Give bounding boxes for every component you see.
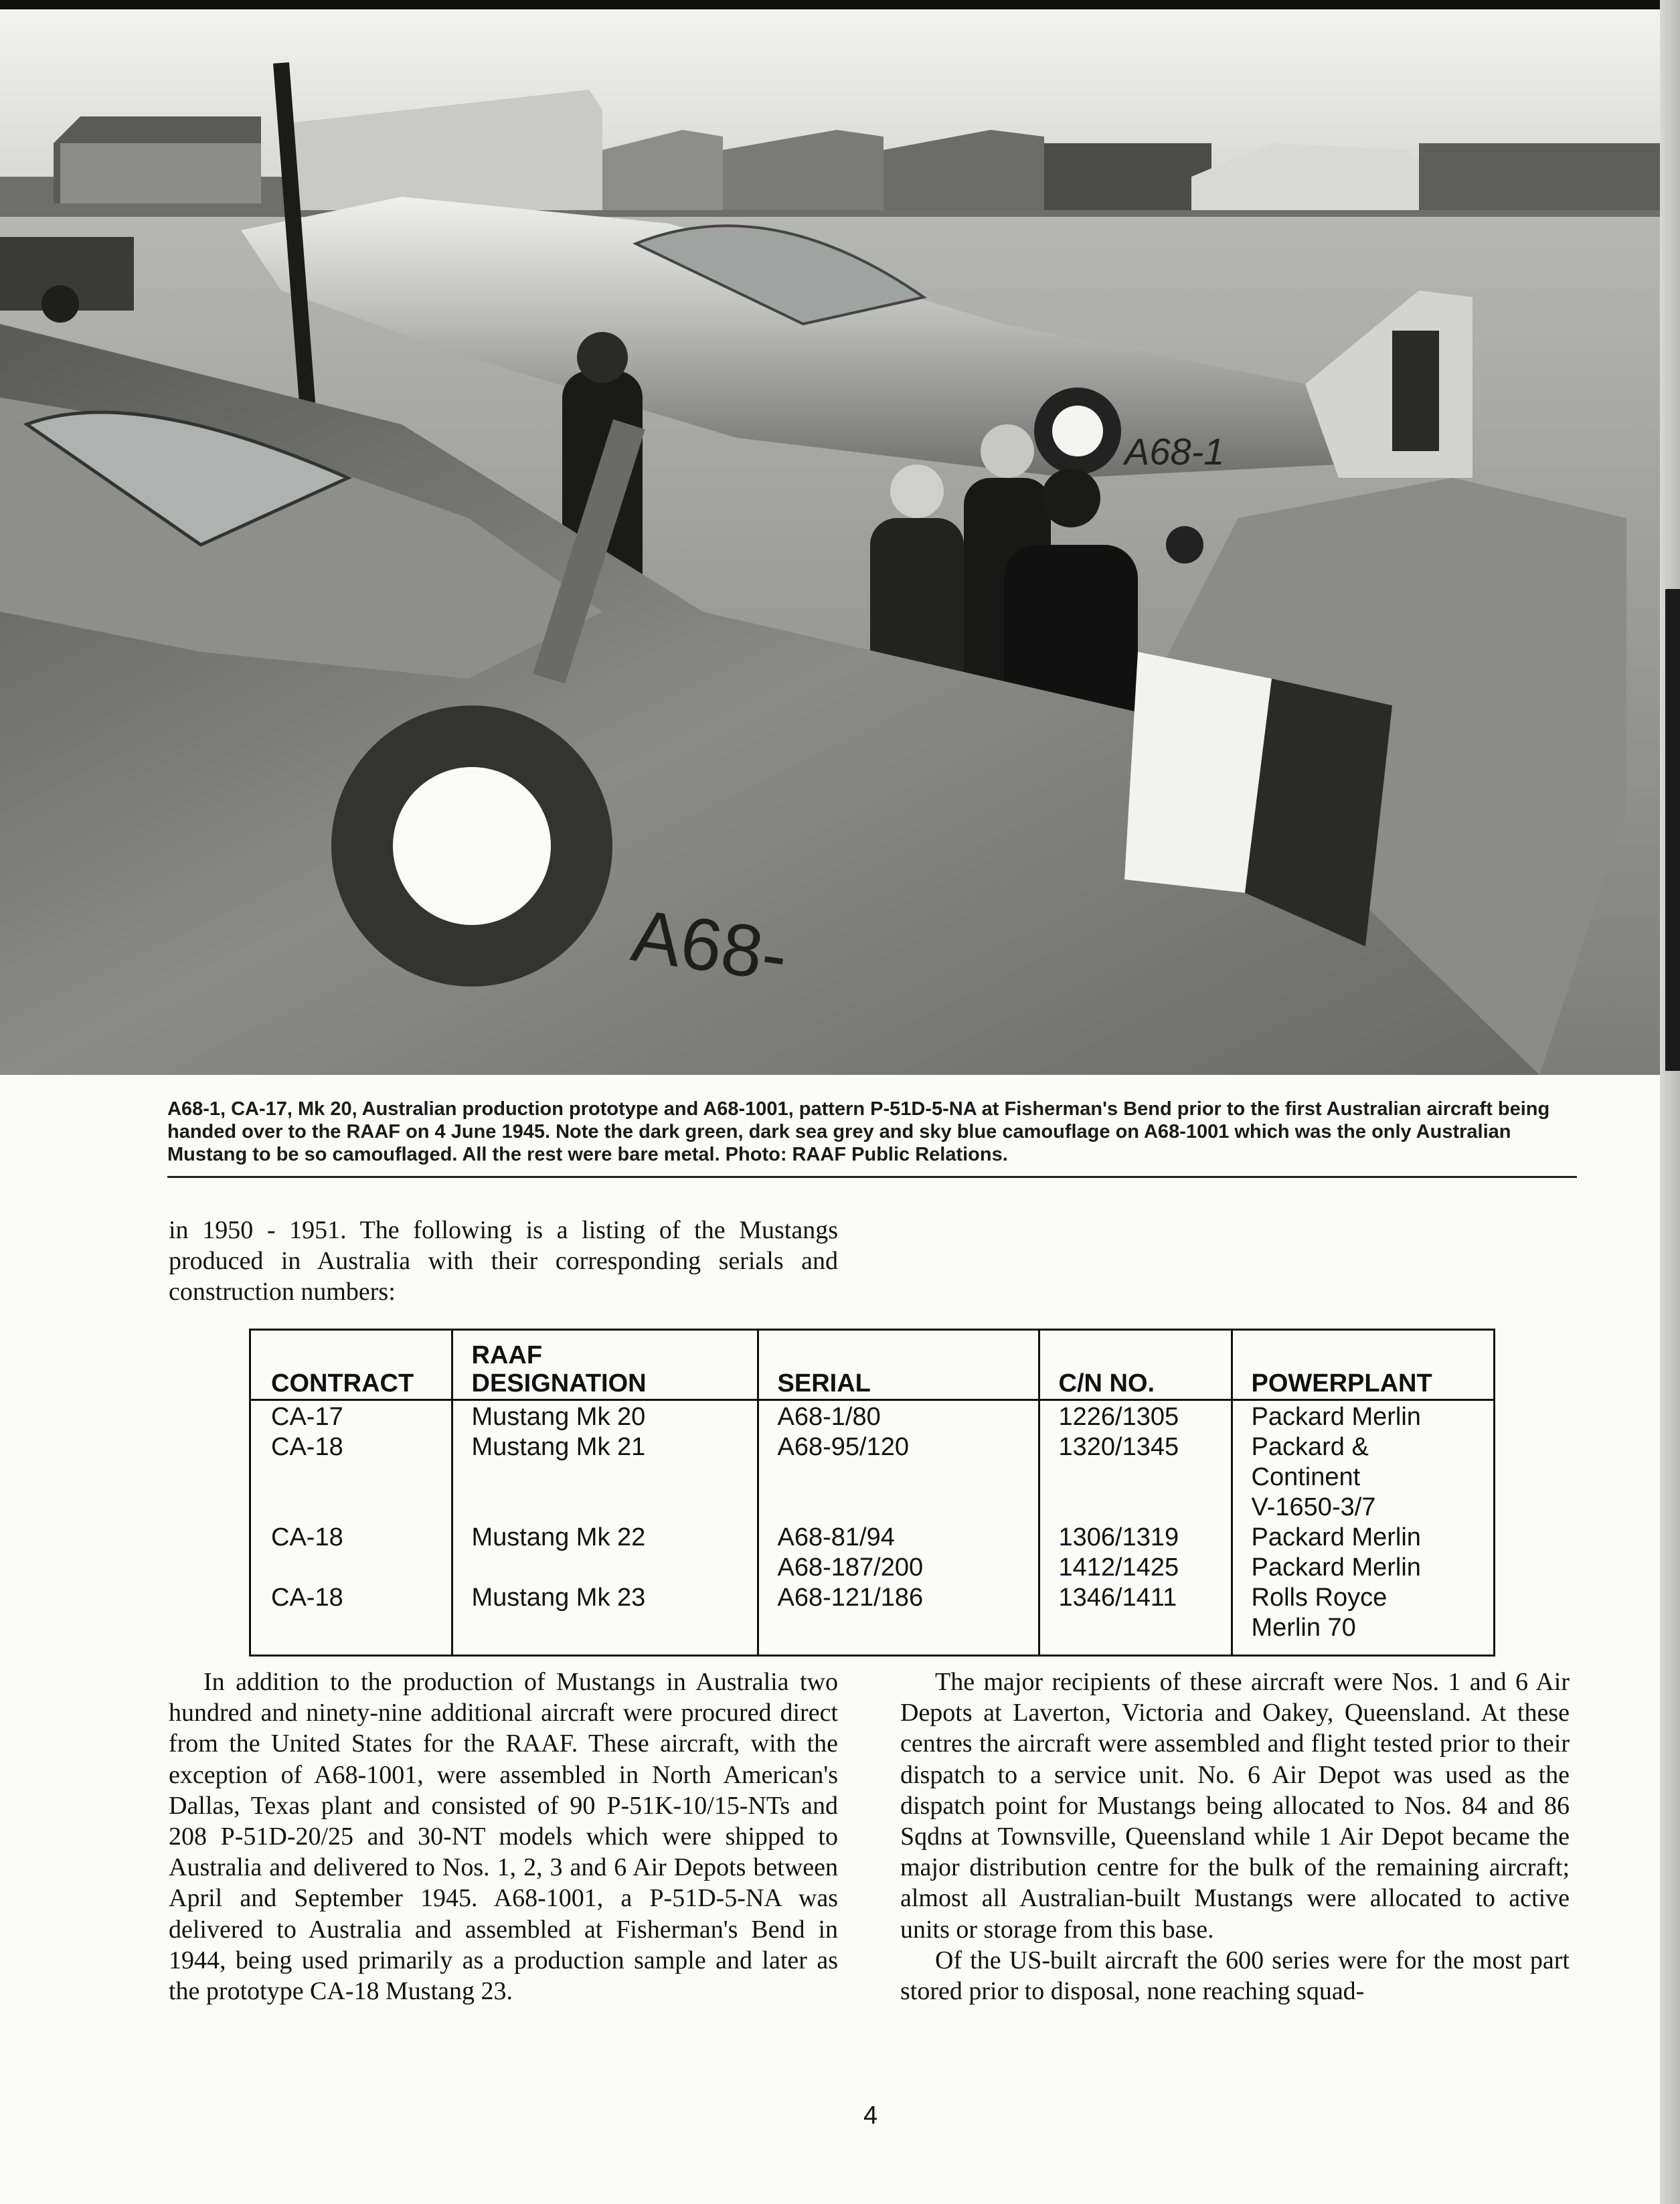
right-column — [900, 1667, 1570, 2007]
serial-column — [758, 1400, 1039, 1655]
page-edge — [1660, 0, 1680, 2204]
table-cell: Mustang Mk 23 — [471, 1584, 646, 1612]
table-cell: A68-1/80 — [777, 1403, 881, 1431]
powerplant-column — [1232, 1400, 1493, 1655]
header-serial: SERIAL — [758, 1331, 1039, 1400]
page-number: 4 — [863, 2102, 878, 2130]
table-cell: A68-95/120 — [777, 1433, 909, 1461]
table-cell: CA-18 — [271, 1523, 343, 1551]
far-fuselage-marking: A68-1 — [1124, 430, 1225, 473]
aircraft-photo — [0, 9, 1660, 1075]
table-cell: Rolls Royce — [1251, 1584, 1388, 1612]
table-cell: Packard Merlin — [1251, 1403, 1421, 1431]
table-cell: V-1650-3/7 — [1251, 1493, 1376, 1521]
left-column — [169, 1667, 838, 2007]
body-paragraph: The major recipients of these aircraft were Nos. 1 and 6 Air Depots at Laverton, Victoria and Oakey, Queensland. At these centres the aircraft were assembled and flight tested prior to their dispatch to a service unit. No. 6 Air Depot was used as the dispatch point for Mustangs being allocated to Nos. 84 and 86 Sqdns at Townsville, Queensland while 1 Air Depot became the major distribution centre for the bulk of the remaining aircraft; almost all Australian-built Mustangs were allocated to active units or storage from this base. — [900, 1668, 1570, 1944]
designation-column — [452, 1400, 758, 1655]
table-cell: Continent — [1251, 1463, 1361, 1491]
contract-column — [251, 1400, 452, 1655]
header-powerplant: POWERPLANT — [1232, 1331, 1493, 1400]
mustang-production-table — [249, 1329, 1495, 1657]
body-paragraph: Of the US-built aircraft the 600 series were for the most part stored prior to disposal, none reaching squad- — [900, 1946, 1570, 2006]
table-cell: CA-18 — [271, 1433, 343, 1461]
top-rule — [0, 0, 1680, 9]
table-cell: 1320/1345 — [1058, 1433, 1179, 1461]
table-cell: Packard & — [1251, 1433, 1369, 1461]
header-designation: RAAF DESIGNATION — [452, 1331, 758, 1400]
table-cell: CA-17 — [271, 1403, 343, 1431]
intro-paragraph: in 1950 - 1951. The following is a listing of the Mustangs produced in Australia with their corresponding serials and construction numbers: — [169, 1216, 838, 1306]
photo-caption: A68-1, CA-17, Mk 20, Australian production prototype and A68-1001, pattern P-51D-5-NA at Fisherman's Bend prior to the first Australian aircraft being handed over to the RAAF on 4 June 1945. Note the dark green, dark sea grey and sky blue camouflage on A68-1001 which was the only Australian Mustang to be so camouflaged. All the rest were bare metal. Photo: RAAF Public Relations. — [167, 1098, 1550, 1165]
table-cell: 1412/1425 — [1058, 1553, 1179, 1582]
table-cell: 1346/1411 — [1058, 1584, 1177, 1612]
table-cell: 1226/1305 — [1058, 1403, 1179, 1431]
table-cell: Merlin 70 — [1251, 1614, 1356, 1642]
table-cell: Packard Merlin — [1251, 1523, 1421, 1551]
table-cell: A68-121/186 — [777, 1584, 924, 1612]
table-cell: A68-187/200 — [777, 1553, 924, 1582]
cn-column — [1039, 1400, 1232, 1655]
table-cell: Mustang Mk 20 — [471, 1403, 646, 1431]
body-paragraph: In addition to the production of Mustangs in Australia two hundred and ninety-nine additional aircraft were procured direct from the United States for the RAAF. These aircraft, with the exception of A68-1001, were assembled in North American's Dallas, Texas plant and consisted of 90 P-51K-10/15-NTs and 208 P-51D-20/25 and 30-NT models which were shipped to Australia and delivered to Nos. 1, 2, 3 and 6 Air Depots between April and September 1945. A68-1001, a P-51D-5-NA was delivered to Australia and assembled at Fisherman's Bend in 1944, being used primarily as a production sample and later as the prototype CA-18 Mustang 23. — [169, 1668, 838, 2006]
table-body — [251, 1400, 1493, 1655]
table-cell: Mustang Mk 22 — [471, 1523, 646, 1551]
header-contract: CONTRACT — [251, 1331, 452, 1400]
near-fuselage-marking: A68- — [626, 894, 792, 998]
table-cell: CA-18 — [271, 1584, 343, 1612]
table-cell: 1306/1319 — [1058, 1523, 1179, 1551]
header-cn: C/N NO. — [1039, 1331, 1232, 1400]
table-header-row — [251, 1331, 1493, 1400]
caption-rule — [167, 1176, 1577, 1178]
table-cell: Mustang Mk 21 — [471, 1433, 646, 1461]
table-cell: Packard Merlin — [1251, 1553, 1421, 1582]
table-cell: A68-81/94 — [777, 1523, 895, 1551]
